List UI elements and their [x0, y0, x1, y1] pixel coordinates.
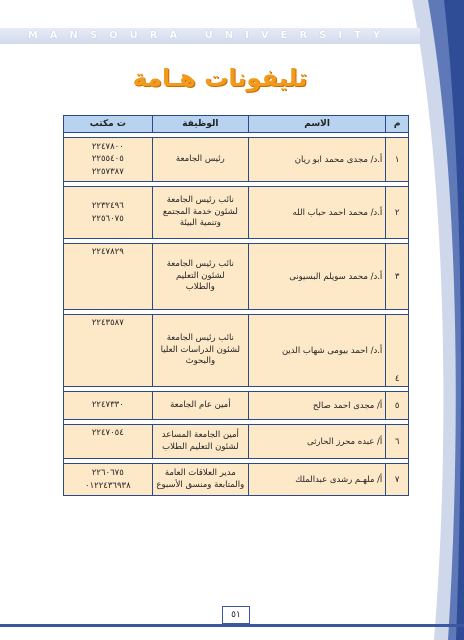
- header-tel: ت مكتب: [64, 116, 153, 133]
- row-name: أ.د/ محمد احمد حباب الله: [248, 187, 385, 239]
- row-num: ٤: [386, 315, 409, 387]
- row-num: ١: [386, 138, 409, 182]
- row-job: نائب رئيس الجامعة لشئون خدمة المجتمع وتنمية البيئة: [152, 187, 248, 239]
- row-name: أ/ ملهـم رشدى عبدالملك: [248, 464, 385, 496]
- row-job: أمين عام الجامعة: [152, 392, 248, 420]
- row-name: أ.د/ احمد بيومى شهاب الدين: [248, 315, 385, 387]
- table-row: [64, 392, 409, 420]
- row-tel: ٢٢٦٠٦٧٥ ٠١٢٢٤٣٦٩٣٨: [64, 464, 153, 496]
- row-tel: ٢٢٣٢٤٩٦ ٢٢٥٦٠٧٥: [64, 187, 153, 239]
- row-tel: ٢٢٤٧٨٢٩: [64, 244, 153, 310]
- row-name: أ/ عبده محرز الحارثى: [248, 425, 385, 459]
- table-row: [64, 315, 409, 387]
- row-num: ٧: [386, 464, 409, 496]
- row-num: ٣: [386, 244, 409, 310]
- row-tel: ٢٢٤٧٠٥٤: [64, 425, 153, 459]
- row-tel: ٢٢٤٧٨٠٠ ٢٢٥٥٤٠٥ ٢٢٥٧٣٨٧: [64, 138, 153, 182]
- row-job: أمين الجامعة المساعد لشئون التعليم الطلاب: [152, 425, 248, 459]
- row-tel: ٢٢٤٧٣٣٠: [64, 392, 153, 420]
- table-row: [64, 244, 409, 310]
- footer-line: [0, 624, 464, 627]
- table-header-row: [64, 116, 409, 133]
- phones-table: [63, 115, 409, 496]
- row-job: مدير العلاقات العامة والمتابعة ومنسق الأسبوع: [152, 464, 248, 496]
- row-num: ٢: [386, 187, 409, 239]
- row-job: رئيس الجامعة: [152, 138, 248, 182]
- header-num: م: [386, 116, 409, 133]
- page-number: ٥١: [222, 606, 250, 624]
- header-name: الاسم: [248, 116, 385, 133]
- page-title: تليفونات هـامة: [132, 64, 308, 92]
- row-job: نائب رئيس الجامعة لشئون التعليم والطلاب: [152, 244, 248, 310]
- row-name: أ/ مجدى احمد صالح: [248, 392, 385, 420]
- header-job: الوظيفة: [152, 116, 248, 133]
- row-num: ٥: [386, 392, 409, 420]
- row-job: نائب رئيس الجامعة لشئون الدراسات العليا والبحوث: [152, 315, 248, 387]
- row-name: أ.د/ محمد سويلم البسيونى: [248, 244, 385, 310]
- row-num: ٦: [386, 425, 409, 459]
- row-name: أ.د/ مجدى محمد ابو ريان: [248, 138, 385, 182]
- university-banner: MANSOURA UNIVERSITY: [27, 30, 393, 41]
- row-tel: ٢٢٤٣٥٨٧: [64, 315, 153, 387]
- table-row: [64, 138, 409, 182]
- table-row: [64, 187, 409, 239]
- table-row: [64, 464, 409, 496]
- table-row: [64, 425, 409, 459]
